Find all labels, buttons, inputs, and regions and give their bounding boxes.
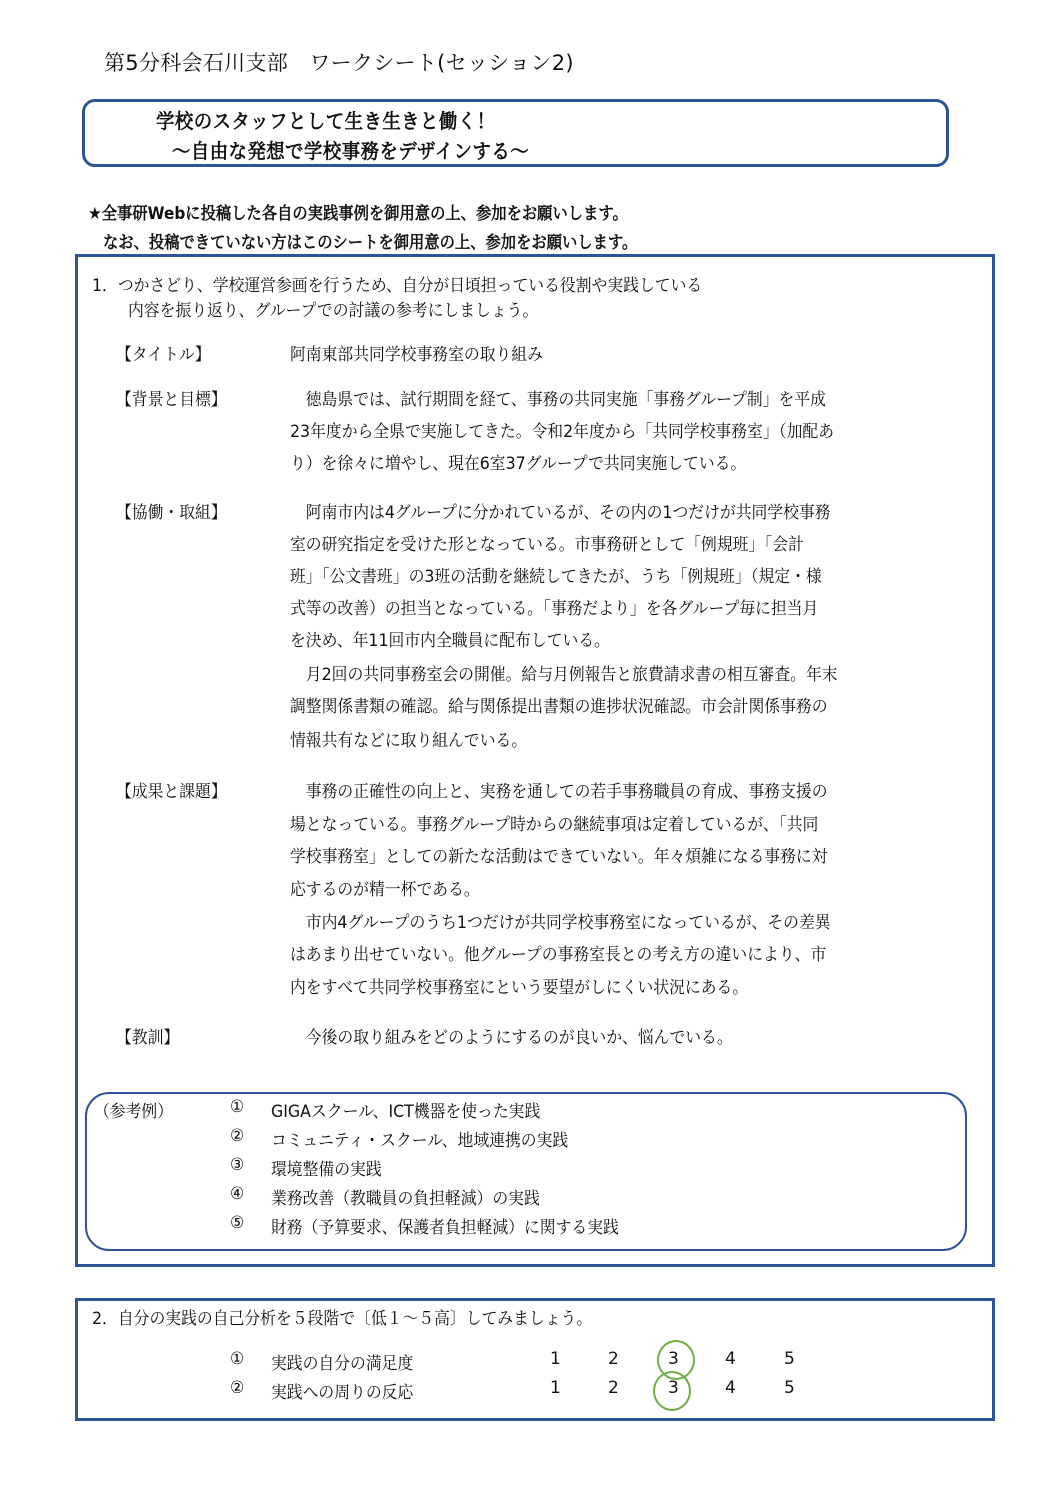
rating-option-4[interactable]: 4 [725,1349,736,1369]
reference-marker: ⑤ [230,1213,245,1233]
rating-option-2[interactable]: 2 [608,1378,619,1398]
selection-circle [653,1371,691,1411]
document-title: 第5分科会石川支部 ワークシート(セッション2) [104,51,574,75]
field-line: 月2回の共同事務室会の開催。給与月例報告と旅費請求書の相互審査。年末 [290,665,838,685]
rating-label: 実践の自分の満足度 [271,1354,414,1374]
field-line: はあまり出せていない。他グループの事務室長との考え方の違いにより、市 [290,945,827,965]
field-label-collaboration: 【協働・取組】 [116,503,227,523]
field-line: 今後の取り組みをどのようにするのが良いか、悩んでいる。 [290,1028,733,1048]
rating-option-5[interactable]: 5 [784,1378,795,1398]
rating-option-5[interactable]: 5 [784,1349,795,1369]
theme-title: 学校のスタッフとして生き生きと働く！ [156,109,496,133]
field-line: 事務の正確性の向上と、実務を通しての若手事務職員の育成、事務支援の [290,782,828,802]
rating-option-3[interactable]: 3 [668,1378,679,1398]
rating-marker: ① [230,1349,245,1369]
field-label-title: 【タイトル】 [116,345,211,365]
field-line: 徳島県では、試行期間を経て、事務の共同実施「事務グループ制」を平成 [290,390,826,410]
notice-line-1: ★全事研Webに投稿した各自の実践事例を御用意の上、参加をお願いします。 [88,204,628,224]
reference-text: GIGAスクール、ICT機器を使った実践 [271,1102,541,1122]
section-1-heading: 1．つかさどり、学校運営参画を行うため、自分が日頃担っている役割や実践している [92,276,703,296]
reference-marker: ③ [230,1155,245,1175]
field-line: 阿南市内は4グループに分かれているが、その内の1つだけが共同学校事務 [290,503,831,523]
field-line: 班」「公文書班」の3班の活動を継続してきたが、うち「例規班」（規定・様 [290,567,822,587]
rating-option-4[interactable]: 4 [725,1378,736,1398]
reference-marker: ① [230,1097,245,1117]
rating-marker: ② [230,1378,245,1398]
section-2-heading: 2．自分の実践の自己分析を５段階で〔低１～５高〕してみましょう。 [92,1309,593,1329]
reference-text: コミュニティ・スクール、地域連携の実践 [271,1131,569,1151]
rating-label: 実践への周りの反応 [271,1383,414,1403]
reference-marker: ④ [230,1184,245,1204]
field-label-lessons: 【教訓】 [116,1028,180,1048]
field-line: 式等の改善）の担当となっている。「事務だより」を各グループ毎に担当月 [290,599,819,619]
field-line: 23年度から全県で実施してきた。令和2年度から「共同学校事務室」（加配あ [290,422,835,442]
field-line: 情報共有などに取り組んでいる。 [290,731,528,751]
reference-label: （参考例） [94,1102,174,1122]
rating-option-1[interactable]: 1 [550,1349,561,1369]
field-line: り）を徐々に増やし、現在6室37グループで共同実施している。 [290,454,747,474]
theme-subtitle: ～自由な発想で学校事務をデザインする～ [172,139,530,163]
field-line: 場となっている。事務グループ時からの継続事項は定着しているが、「共同 [290,815,819,835]
rating-option-1[interactable]: 1 [550,1378,561,1398]
rating-option-3[interactable]: 3 [668,1349,679,1369]
field-label-background: 【背景と目標】 [116,390,227,410]
field-line: 室の研究指定を受けた形となっている。市事務研として「例規班」「会計 [290,535,804,555]
field-line: 市内4グループのうち1つだけが共同学校事務室になっているが、その差異 [290,913,831,933]
field-line: 応するのが精一杯である。 [290,880,480,900]
reference-text: 財務（予算要求、保護者負担軽減）に関する実践 [271,1218,619,1238]
field-line: 学校事務室」としての新たな活動はできていない。年々煩雑になる事務に対 [290,847,828,867]
field-line: 調整関係書類の確認。給与関係提出書類の進捗状況確認。市会計関係事務の [290,697,828,717]
field-label-results: 【成果と課題】 [116,782,227,802]
reference-marker: ② [230,1126,245,1146]
field-line: を決め、年11回市内全職員に配布している。 [290,631,610,651]
reference-text: 業務改善（教職員の負担軽減）の実践 [271,1189,540,1209]
field-line: 阿南東部共同学校事務室の取り組み [290,345,543,365]
section-1-heading-cont: 内容を振り返り、グループでの討議の参考にしましょう。 [128,301,539,321]
rating-option-2[interactable]: 2 [608,1349,619,1369]
field-line: 内をすべて共同学校事務室にという要望がしにくい状況にある。 [290,978,749,998]
reference-text: 環境整備の実践 [271,1160,382,1180]
notice-line-2: なお、投稿できていない方はこのシートを御用意の上、参加をお願いします。 [103,233,638,253]
